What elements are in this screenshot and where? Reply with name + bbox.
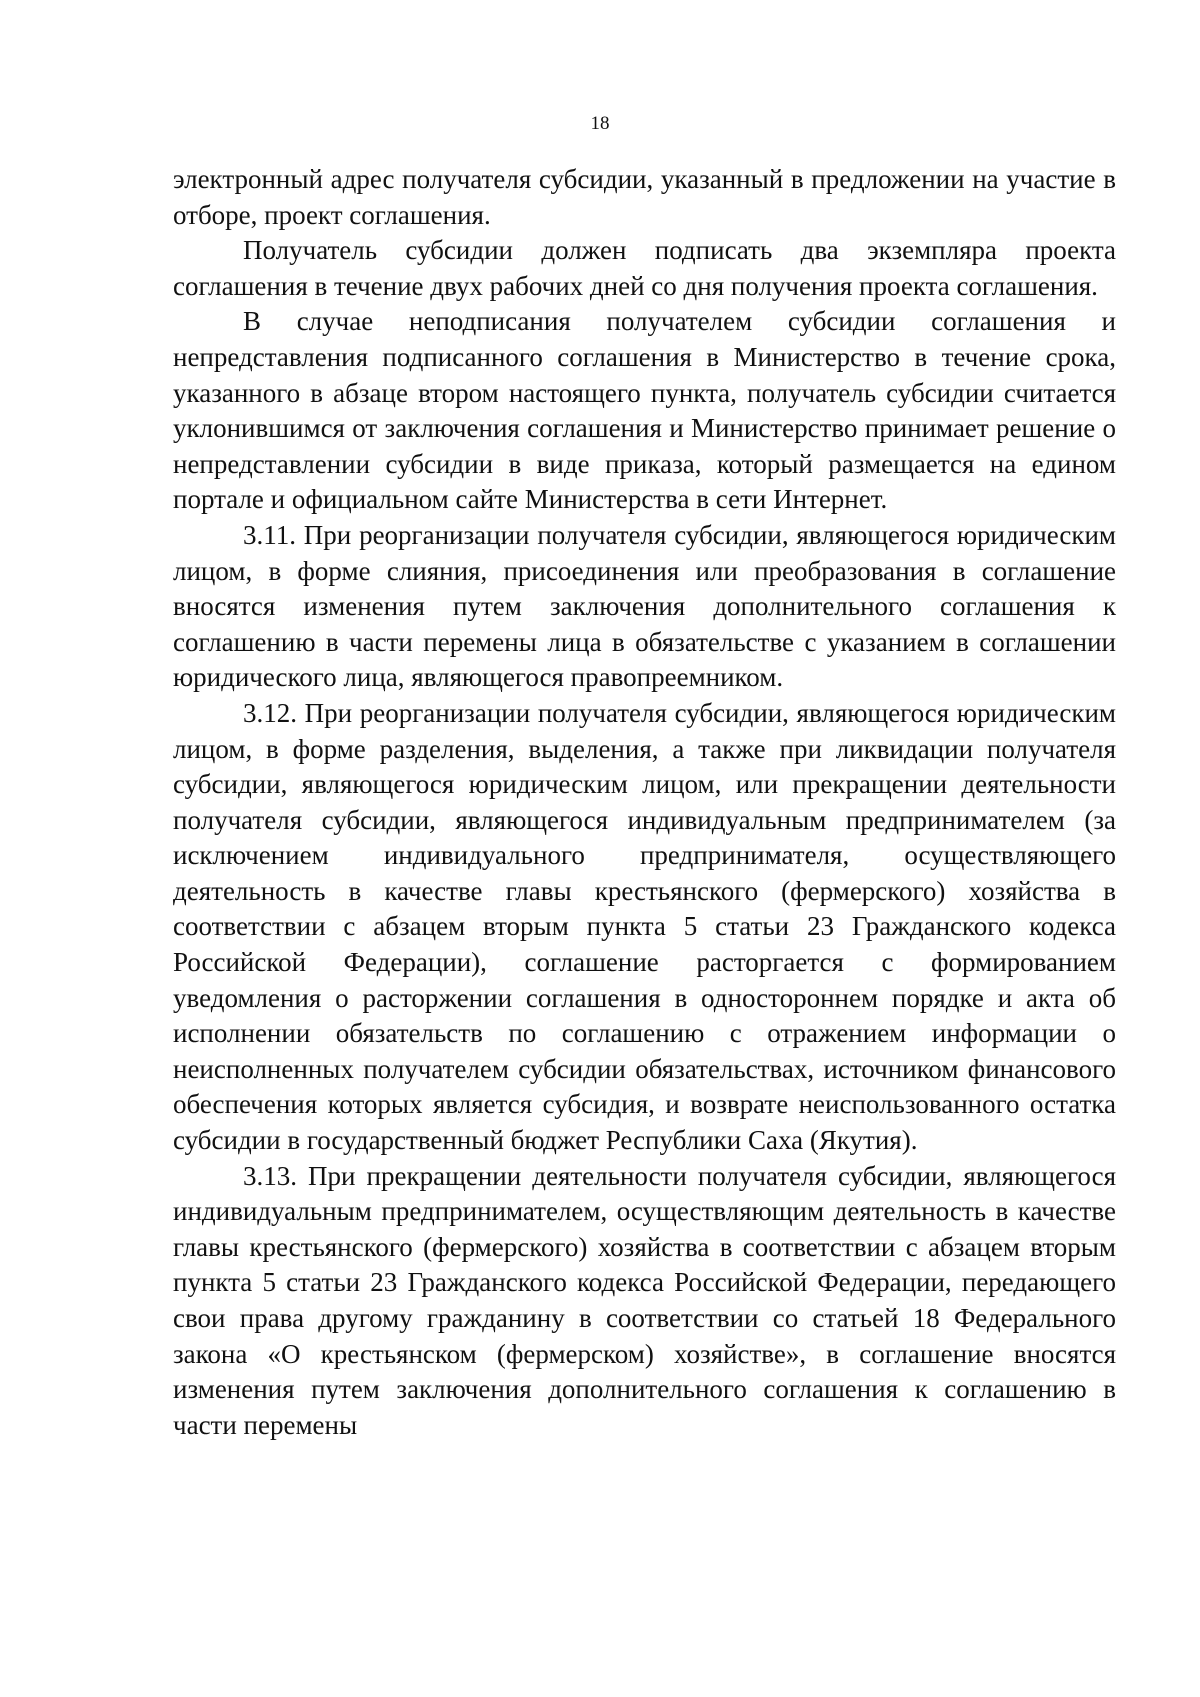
paragraph-3-12: 3.12. При реорганизации получателя субсидии, являющегося юридическим лицом, в форме разделения, выделения, а также при ликвидации получателя субсидии, являющегося юридическим лицом, или прекращении деятельности получателя субсидии, являющегося индивидуальным предпринимателем (за исключением индивидуального предпринимателя, осуществляющего деятельность в качестве главы крестьянского (фермерского) хозяйства в соответствии с абзацем вторым пункта 5 статьи 23 Гражданского кодекса Российской Федерации), соглашение расторгается с формированием уведомления о расторжении соглашения в одностороннем порядке и акта об исполнении обязательств по соглашению с отражением информации о неисполненных получателем субсидии обязательствах, источником финансового обеспечения которых является субсидия, и возврате неиспользованного остатка субсидии в государственный бюджет Республики Саха (Якутия). (173, 697, 1116, 1156)
paragraph-3-11: 3.11. При реорганизации получателя субсидии, являющегося юридическим лицом, в форме слияния, присоединения или преобразования в соглашение вносятся изменения путем заключения дополнительного соглашения к соглашению в части перемены лица в обязательстве с указанием в соглашении юридического лица, являющегося правопреемником. (173, 519, 1116, 693)
document-body (173, 162, 1116, 1443)
page-number: 18 (590, 113, 610, 134)
paragraph-continuation: электронный адрес получателя субсидии, указанный в предложении на участие в отборе, проект соглашения. (173, 164, 1116, 230)
paragraph-signing: Получатель субсидии должен подписать два экземпляра проекта соглашения в течение двух рабочих дней со дня получения проекта соглашения. (173, 235, 1116, 301)
paragraph-non-signing: В случае неподписания получателем субсидии соглашения и непредставления подписанного соглашения в Министерство в течение срока, указанного в абзаце втором настоящего пункта, получатель субсидии считается уклонившимся от заключения соглашения и Министерство принимает решение о непредставлении субсидии в виде приказа, который размещается на едином портале и официальном сайте Министерства в сети Интернет. (173, 306, 1116, 515)
paragraph-3-13: 3.13. При прекращении деятельности получателя субсидии, являющегося индивидуальным предпринимателем, осуществляющим деятельность в качестве главы крестьянского (фермерского) хозяйства в соответствии с абзацем вторым пункта 5 статьи 23 Гражданского кодекса Российской Федерации, передающего свои права другому гражданину в соответствии со статьей 18 Федерального закона «О крестьянском (фермерском) хозяйстве», в соглашение вносятся изменения путем заключения дополнительного соглашения к соглашению в части перемены (173, 1160, 1116, 1440)
